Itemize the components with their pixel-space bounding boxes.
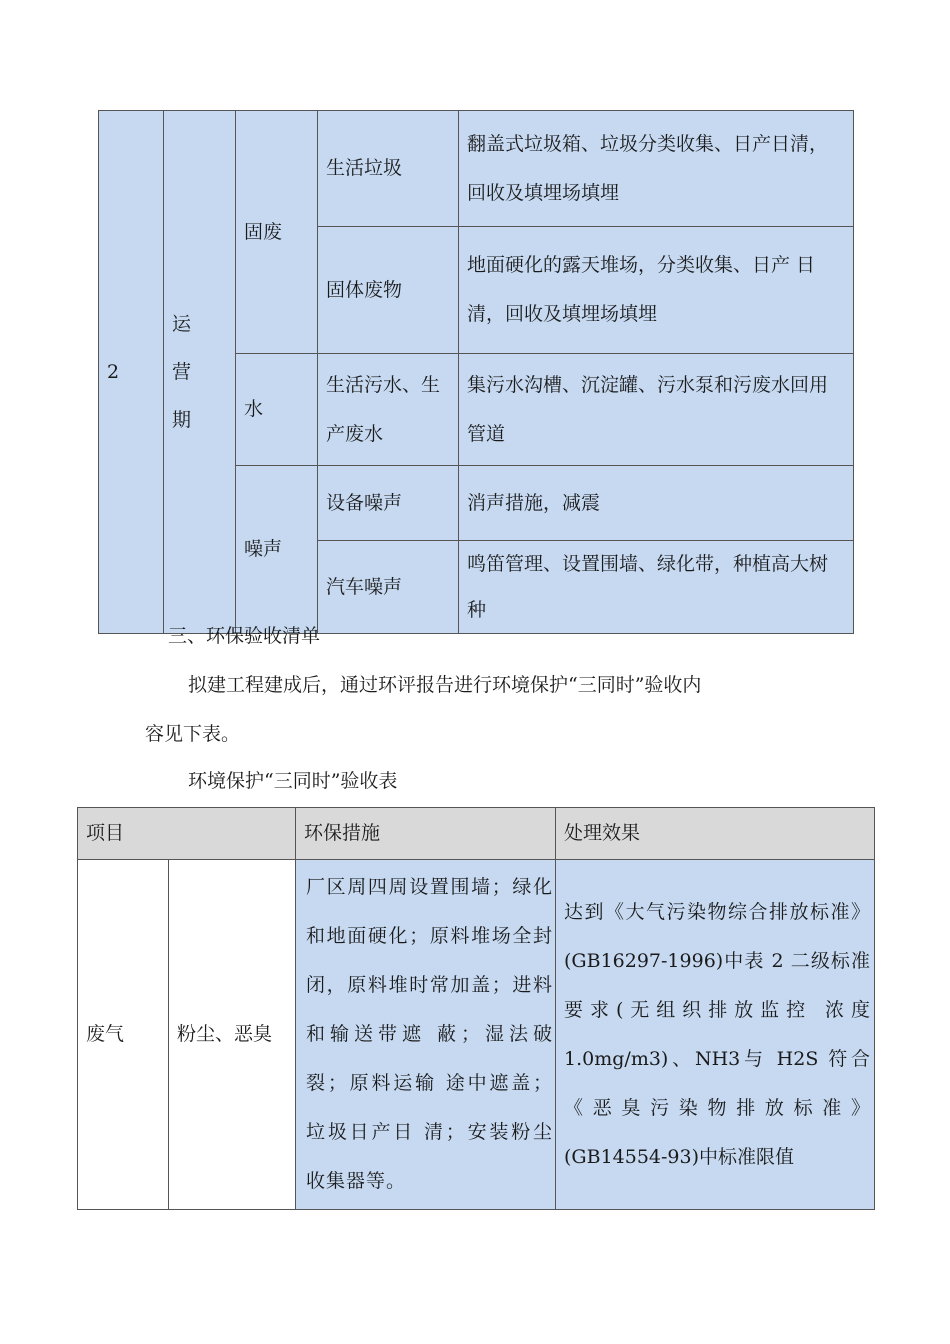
phase-cell xyxy=(164,111,236,634)
measure-cell: 鸣笛管理、设置围墙、绿化带，种植高大树种 xyxy=(459,541,854,634)
category-cell-solid-waste: 固废 xyxy=(236,111,318,354)
table-caption: 环境保护“三同时”验收表 xyxy=(188,770,398,792)
category-cell-water: 水 xyxy=(236,354,318,466)
category-exhaust-gas: 废气 xyxy=(78,860,169,1210)
operation-period-table xyxy=(98,110,854,634)
header-effect: 处理效果 xyxy=(556,808,875,860)
category-cell-noise: 噪声 xyxy=(236,466,318,634)
acceptance-table xyxy=(77,807,875,1210)
source-cell: 固体废物 xyxy=(318,227,459,354)
measure-cell: 集污水沟槽、沉淀罐、污水泵和污废水回用管道 xyxy=(459,354,854,466)
row-number: 2 xyxy=(107,360,120,383)
effect-cell: 达到《大气污染物综合排放标准》(GB16297-1996)中表 2 二级标准要求(无组织排放监控 浓度 1.0mg/m3)、NH3与 H2S 符合 《恶臭污染物排放标准》 (GB14554-93)中标准限值 xyxy=(556,860,875,1210)
header-measures: 环保措施 xyxy=(296,808,556,860)
source-cell: 设备噪声 xyxy=(318,466,459,541)
row-number-cell xyxy=(99,111,164,634)
paragraph-line-2: 容见下表。 xyxy=(145,723,241,745)
measure-cell: 翻盖式垃圾箱、垃圾分类收集、日产日清，回收及填埋场填埋 xyxy=(459,111,854,227)
pollutant-dust-odor: 粉尘、恶臭 xyxy=(169,860,296,1210)
measures-cell: 厂区周四周设置围墙；绿化和地面硬化；原料堆场全封闭，原料堆时常加盖；进料和输送带遮 蔽；湿法破裂；原料运输 途中遮盖；垃圾日产日 清；安装粉尘收集器等。 xyxy=(296,860,556,1210)
source-cell: 生活污水、生产废水 xyxy=(318,354,459,466)
source-cell: 汽车噪声 xyxy=(318,541,459,634)
measure-cell: 地面硬化的露天堆场，分类收集、日产 日清，回收及填埋场填埋 xyxy=(459,227,854,354)
measure-cell: 消声措施，减震 xyxy=(459,466,854,541)
phase-label: 运 营 期 xyxy=(172,313,192,431)
section-title: 三、环保验收清单 xyxy=(168,625,321,647)
source-cell: 生活垃圾 xyxy=(318,111,459,227)
header-project: 项目 xyxy=(78,808,296,860)
paragraph-line-1: 拟建工程建成后，通过环评报告进行环境保护“三同时”验收内 xyxy=(188,674,702,696)
